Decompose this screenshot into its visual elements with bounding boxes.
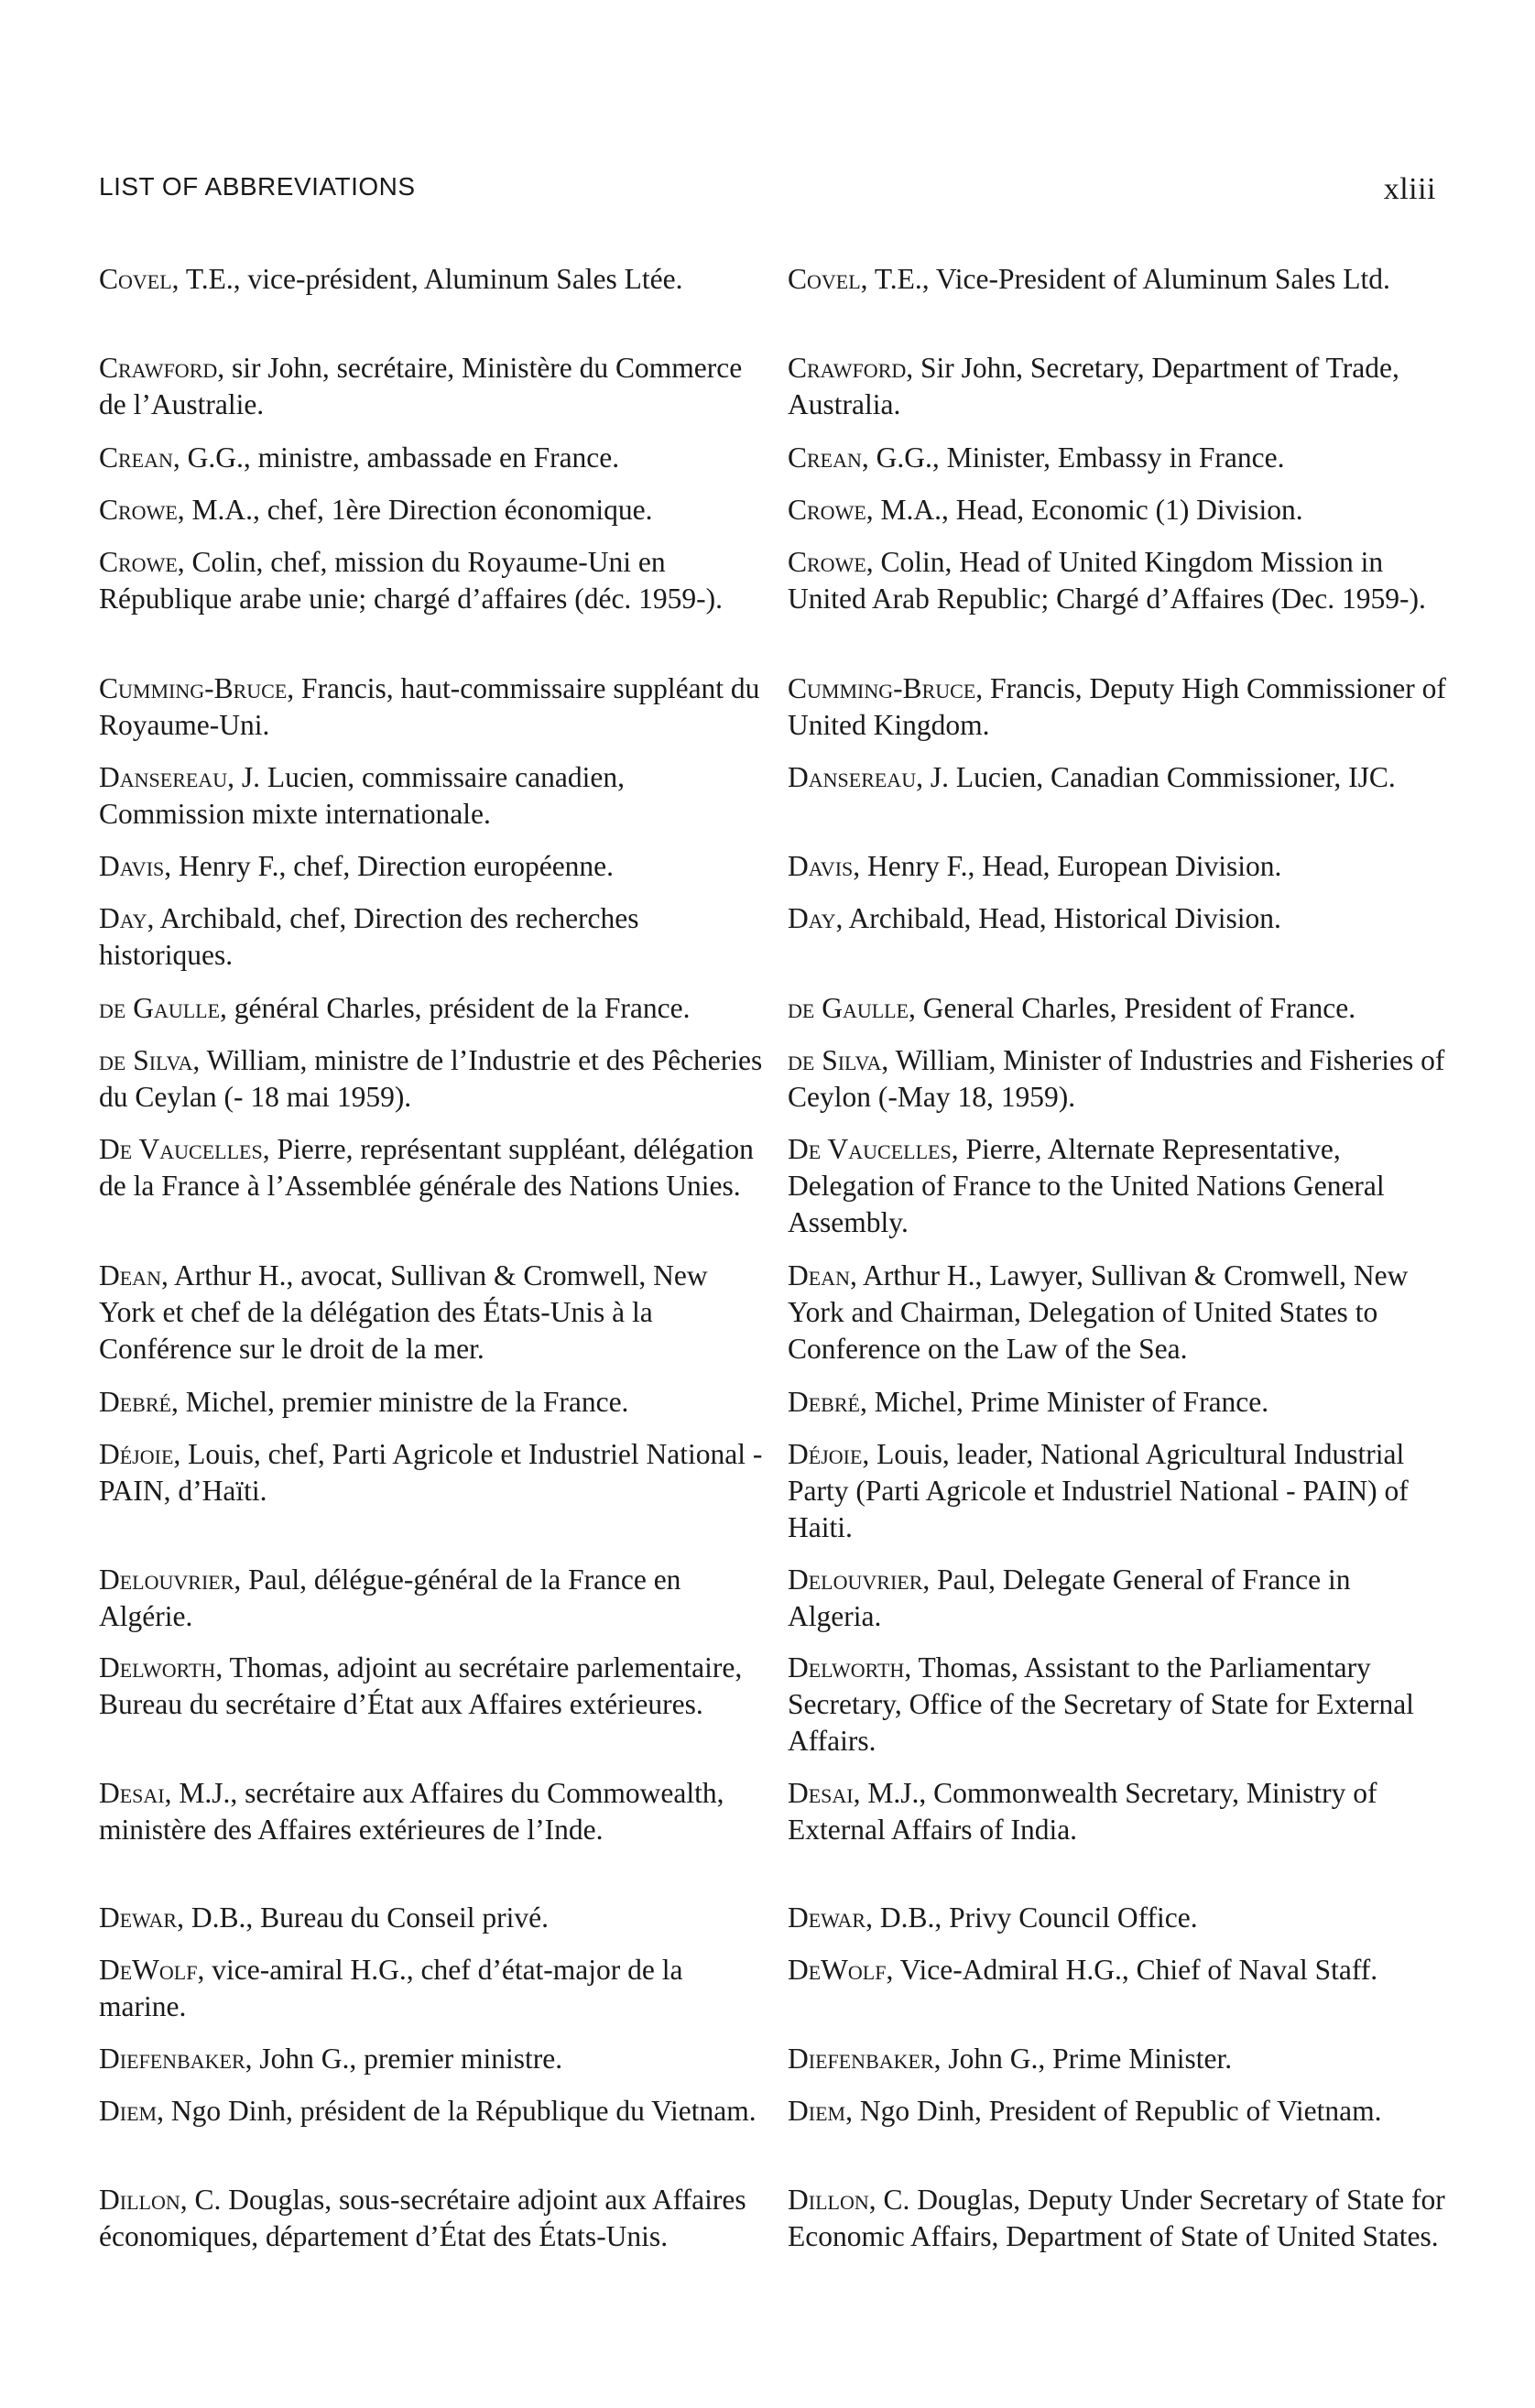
entry-text: , Archibald, chef, Direction des recherches historiques. <box>99 902 639 971</box>
entry-text: , Louis, chef, Parti Agricole et Industriel National - PAIN, d’Haïti. <box>99 1438 763 1507</box>
entry-name: Dean <box>788 1259 850 1291</box>
entry-fr <box>99 2093 768 2130</box>
entry-text: , T.E., Vice-President of Aluminum Sales Ltd. <box>860 263 1390 295</box>
entry-en <box>788 261 1447 298</box>
entry-name: Crowe <box>99 494 178 526</box>
entry-en <box>788 1900 1447 1936</box>
entry-name: Crowe <box>788 546 866 578</box>
entry-name: Dewar <box>788 1901 866 1934</box>
entry-text: , sir John, secrétaire, Ministère du Commerce de l’Australie. <box>99 352 743 420</box>
entry-text: , vice-amiral H.G., chef d’état-major de la marine. <box>99 1954 683 2022</box>
entry-en <box>788 350 1447 423</box>
entry-text: , M.A., Head, Economic (1) Division. <box>865 494 1303 526</box>
entry-text: , J. Lucien, Canadian Commissioner, IJC. <box>916 761 1396 793</box>
entry-text: , M.J., secrétaire aux Affaires du Commowealth, ministère des Affaires extérieures de l’Inde. <box>99 1777 724 1846</box>
entry-text: , Thomas, adjoint au secrétaire parlementaire, Bureau du secrétaire d’État aux Affaires extérieures. <box>99 1651 743 1720</box>
entry-text: , Ngo Dinh, President of Republic of Vietnam. <box>845 2095 1382 2127</box>
entry-text: , Archibald, Head, Historical Division. <box>835 902 1281 934</box>
entry-fr <box>99 1562 768 1635</box>
entry-text: , Thomas, Assistant to the Parliamentary Secretary, Office of the Secretary of State for External Affairs. <box>788 1651 1414 1757</box>
entry-name: De Vaucelles <box>99 1133 263 1165</box>
entry-fr <box>99 1775 768 1848</box>
entry-fr <box>99 1436 768 1509</box>
entry-fr <box>99 1952 768 2025</box>
entry-name: Davis <box>99 850 165 882</box>
entry-en <box>788 492 1447 528</box>
entry-text: , Vice-Admiral H.G., Chief of Naval Staff. <box>886 1954 1378 1986</box>
entry-fr <box>99 492 768 528</box>
entry-name: DeWolf <box>788 1954 887 1986</box>
entry-name: Crean <box>99 441 173 474</box>
entry-name: Crowe <box>99 546 178 578</box>
entry-name: Delworth <box>788 1651 905 1683</box>
entry-name: Cumming-Bruce <box>788 672 976 704</box>
entry-fr <box>99 261 768 298</box>
entry-text: , G.G., Minister, Embassy in France. <box>861 441 1285 474</box>
entry-name: Dean <box>99 1259 161 1291</box>
entry-name: De Vaucelles <box>788 1133 952 1165</box>
entry-name: Crean <box>788 441 862 474</box>
entry-text: , Henry F., Head, European Division. <box>853 850 1282 882</box>
entry-fr <box>99 440 768 476</box>
entry-text: , Pierre, représentant suppléant, délégation de la France à l’Assemblée générale des Nations Unies. <box>99 1133 754 1202</box>
entry-name: Davis <box>788 850 854 882</box>
entry-text: , Francis, Deputy High Commissioner of United Kingdom. <box>788 672 1446 741</box>
entry-text: , C. Douglas, sous-secrétaire adjoint aux Affaires économiques, département d’État des États-Unis. <box>99 2184 746 2252</box>
entry-en <box>788 2041 1447 2077</box>
entry-text: , Paul, délégue-général de la France en Algérie. <box>99 1564 681 1632</box>
entry-fr <box>99 1900 768 1936</box>
entry-text: , Colin, Head of United Kingdom Mission in United Arab Republic; Chargé d’Affaires (Dec. 1959-). <box>788 546 1426 615</box>
entry-name: Day <box>788 902 836 934</box>
entry-name: Diefenbaker <box>99 2043 245 2075</box>
entry-text: , John G., premier ministre. <box>245 2043 563 2075</box>
entry-text: , T.E., vice-président, Aluminum Sales Ltée. <box>171 263 683 295</box>
entry-fr <box>99 848 768 885</box>
entry-name: DeWolf <box>99 1954 198 1986</box>
entry-fr <box>99 900 768 974</box>
entry-fr <box>99 759 768 833</box>
entry-text: , Colin, chef, mission du Royaume-Uni en République arabe unie; chargé d’affaires (déc. 1959-). <box>99 546 724 615</box>
entry-en <box>788 1436 1447 1546</box>
entry-en <box>788 2093 1447 2130</box>
entry-name: Desai <box>99 1777 165 1809</box>
entry-name: Delouvrier <box>99 1564 234 1596</box>
entry-en <box>788 1775 1447 1848</box>
page-number: xliii <box>1383 172 1436 206</box>
entry-en <box>788 900 1447 937</box>
entry-text: , D.B., Privy Council Office. <box>865 1901 1198 1934</box>
entry-name: Day <box>99 902 147 934</box>
entry-text: , Francis, haut-commissaire suppléant du Royaume-Uni. <box>99 672 760 741</box>
entry-name: de Silva <box>99 1044 193 1076</box>
entry-text: , D.B., Bureau du Conseil privé. <box>177 1901 550 1934</box>
entry-name: Crawford <box>99 352 218 384</box>
entry-fr <box>99 1650 768 1723</box>
entry-en <box>788 1042 1447 1116</box>
entry-en <box>788 1952 1447 1989</box>
entry-name: Desai <box>788 1777 854 1809</box>
entry-name: Diem <box>788 2095 846 2127</box>
entry-text: , William, Minister of Industries and Fisheries of Ceylon (-May 18, 1959). <box>788 1044 1445 1113</box>
entry-name: Diefenbaker <box>788 2043 934 2075</box>
entry-name: Crowe <box>788 494 866 526</box>
entry-fr <box>99 350 768 423</box>
entry-name: Cumming-Bruce <box>99 672 288 704</box>
entry-name: Dewar <box>99 1901 178 1934</box>
entry-en <box>788 1258 1447 1367</box>
entry-fr <box>99 1258 768 1367</box>
entry-name: Delouvrier <box>788 1564 923 1596</box>
entry-en <box>788 544 1447 617</box>
entry-text: , Arthur H., Lawyer, Sullivan & Cromwell, New York and Chairman, Delegation of United States to Conference on the Law of the Sea. <box>788 1259 1409 1365</box>
entry-name: Debré <box>99 1386 171 1418</box>
entry-en <box>788 1562 1447 1635</box>
entry-fr <box>99 990 768 1027</box>
entry-name: de Silva <box>788 1044 882 1076</box>
entry-en <box>788 848 1447 885</box>
entry-text: , Michel, premier ministre de la France. <box>170 1386 629 1418</box>
entry-text: , Arthur H., avocat, Sullivan & Cromwell, New York et chef de la délégation des États-Unis à la Conférence sur le droit de la mer. <box>99 1259 708 1365</box>
entry-en <box>788 670 1447 744</box>
entry-text: , General Charles, President of France. <box>909 992 1356 1024</box>
entry-name: de Gaulle <box>788 992 909 1024</box>
entry-name: de Gaulle <box>99 992 221 1024</box>
entry-fr <box>99 670 768 744</box>
entry-fr <box>99 1042 768 1116</box>
entry-en <box>788 759 1447 796</box>
entry-name: Covel <box>99 263 172 295</box>
entry-en <box>788 440 1447 476</box>
entry-name: Dillon <box>788 2184 869 2216</box>
entry-name: Déjoie <box>99 1438 174 1470</box>
entry-fr <box>99 544 768 617</box>
entry-name: Déjoie <box>788 1438 863 1470</box>
entry-text: , Michel, Prime Minister of France. <box>859 1386 1269 1418</box>
entry-name: Debré <box>788 1386 860 1418</box>
entry-fr <box>99 1131 768 1204</box>
entry-fr <box>99 2182 768 2255</box>
entry-en <box>788 1131 1447 1241</box>
entry-text: , Sir John, Secretary, Department of Trade, Australia. <box>788 352 1399 420</box>
entry-text: , J. Lucien, commissaire canadien, Commission mixte internationale. <box>99 761 625 830</box>
entry-name: Dansereau <box>788 761 917 793</box>
entry-text: , Ngo Dinh, président de la République du Vietnam. <box>157 2095 757 2127</box>
entry-name: Crawford <box>788 352 907 384</box>
entry-en <box>788 2182 1447 2255</box>
entry-text: , William, ministre de l’Industrie et des Pêcheries du Ceylan (- 18 mai 1959). <box>99 1044 763 1113</box>
running-head-title: LIST OF ABBREVIATIONS <box>99 172 416 201</box>
entry-fr <box>99 2041 768 2077</box>
entry-name: Diem <box>99 2095 158 2127</box>
entry-text: , Henry F., chef, Direction européenne. <box>164 850 615 882</box>
entry-text: , général Charles, président de la France. <box>220 992 691 1024</box>
entry-text: , M.J., Commonwealth Secretary, Ministry of External Affairs of India. <box>788 1777 1377 1846</box>
entry-name: Covel <box>788 263 861 295</box>
entry-fr <box>99 1384 768 1421</box>
entry-text: , M.A., chef, 1ère Direction économique. <box>177 494 653 526</box>
entry-text: , Louis, leader, National Agricultural Industrial Party (Parti Agricole et Industriel National - PAIN) of Haiti. <box>788 1438 1409 1543</box>
entry-text: , G.G., ministre, ambassade en France. <box>172 441 620 474</box>
entry-name: Dansereau <box>99 761 228 793</box>
entry-text: , C. Douglas, Deputy Under Secretary of State for Economic Affairs, Department of State of United States. <box>788 2184 1445 2252</box>
entry-name: Dillon <box>99 2184 180 2216</box>
entry-en <box>788 1650 1447 1760</box>
entry-text: , Pierre, Alternate Representative, Delegation of France to the United Nations General Assembly. <box>788 1133 1385 1238</box>
entry-name: Delworth <box>99 1651 216 1683</box>
entry-text: , John G., Prime Minister. <box>933 2043 1233 2075</box>
entry-en <box>788 990 1447 1027</box>
entry-en <box>788 1384 1447 1421</box>
entry-text: , Paul, Delegate General of France in Algeria. <box>788 1564 1351 1632</box>
